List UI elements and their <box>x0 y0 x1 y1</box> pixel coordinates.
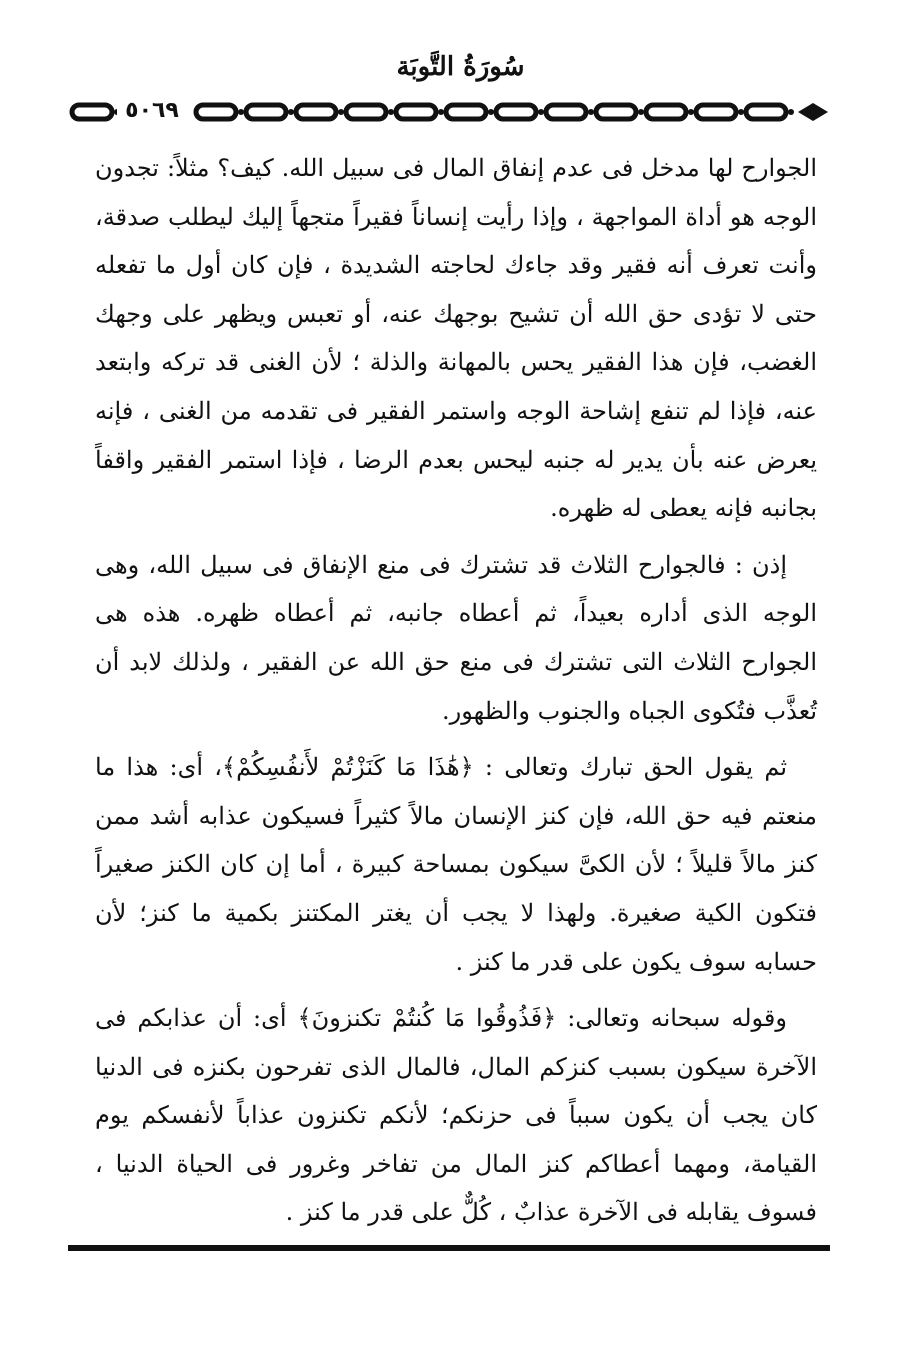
body-text <box>95 144 817 1237</box>
paragraph: إذن : فالجوارح الثلاث قد تشترك فى منع الإنفاق فى سبيل الله، وهى الوجه الذى أداره بعيداً، ثم أعطاه جانبه، ثم أعطاه ظهره. هذه هى الجوارح الثلاث التى تشترك فى منع حق الله عن الفقير ، ولذلك لابد أن تُعذَّب فتُكوى الجباه والجنوب والظهور. <box>95 550 817 725</box>
bottom-divider <box>68 1245 830 1251</box>
surah-title: سُورَةُ التَّوبَة <box>396 52 525 82</box>
paragraph: الجوارح لها مدخل فى عدم إنفاق المال فى سبيل الله. كيف؟ مثلاً: تجدون الوجه هو أداة المواجهة ، وإذا رأيت إنساناً فقيراً متجهاً إليك ليطلب صدقة، وأنت تعرف أنه فقير وقد جاءك لحاجته الشديدة ، فإن كان أول ما تفعله حتى لا تؤدى حق الله أن تشيح بوجهك عنه، أو تعبس ويظهر على وجهك الغضب، فإن هذا الفقير يحس بالمهانة والذلة ؛ لأن الغنى قد تركه وابتعد عنه، فإذا لم تنفع إشاحة الوجه واستمر الفقير فى تقدمه من الغنى ، فإنه يعرض عنه بأن يدير له جنبه ليحس بعدم الرضا ، فإذا استمر الفقير واقفاً بجانبه فإنه يعطى له ظهره. <box>95 154 818 523</box>
paragraph: وقوله سبحانه وتعالى: ﴿فَذُوقُوا مَا كُنتُمْ تكنزونَ﴾ أى: أن عذابكم فى الآخرة سيكون بسبب كنزكم المال، فالمال الذى تفرحون بكنزه فى الدنيا كان يجب أن يكون سبباً فى حزنكم؛ لأنكم تكنزون عذاباً لأنفسكم يوم القيامة، ومهما أعطاكم كنز المال من تفاخر وغرور فى الحياة الدنيا ، فسوف يقابله فى الآخرة عذابٌ ، كُلٌّ على قدر ما كنز . <box>95 1004 817 1227</box>
paragraph: ثم يقول الحق تبارك وتعالى : ﴿هَٰذَا مَا كَنَزْتُمْ لأَنفُسِكُمْ﴾، أى: هذا ما منعتم فيه حق الله، فإن كنز الإنسان مالاً كثيراً فسيكون عذابه أشد ممن كنز مالاً قليلاً ؛ لأن الكىَّ سيكون بمساحة كبيرة ، أما إن كان الكنز صغيراً فتكون الكية صغيرة. ولهذا لا يجب أن يغتر المكتنز بكمية ما كنز؛ لأن حسابه سوف يكون على قدر ما كنز . <box>95 753 817 976</box>
page-number: ٥٠٦٩ <box>117 96 187 126</box>
